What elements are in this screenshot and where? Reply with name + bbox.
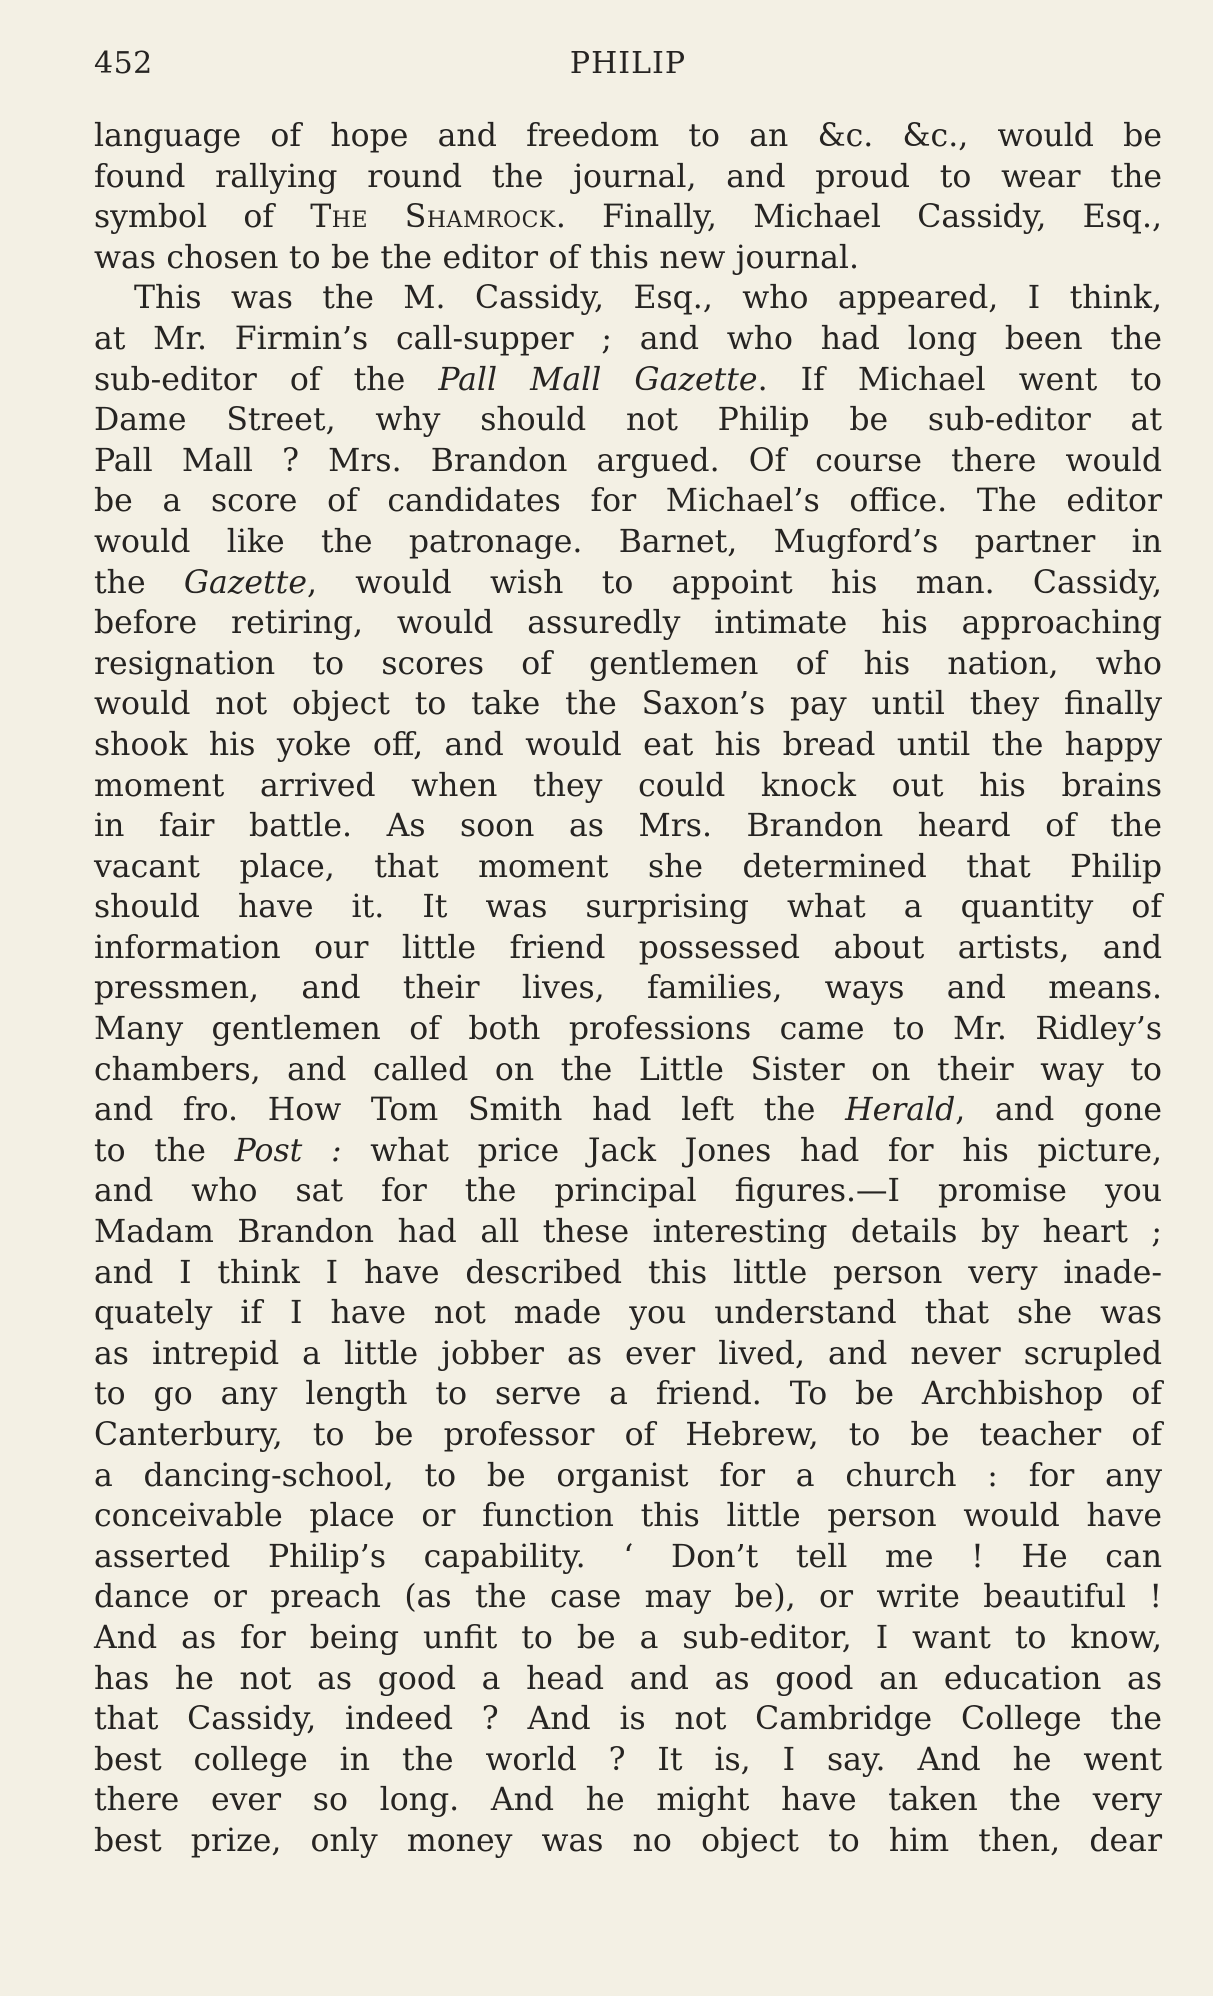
- italic-text: Herald: [845, 1092, 956, 1129]
- text-line: [94, 1456, 1162, 1497]
- text-segment: would like the patronage. Barnet, Mugford’s partner in: [94, 523, 1162, 560]
- text-segment: , and gone: [955, 1092, 1162, 1129]
- text-line: [94, 766, 1162, 807]
- text-line: [94, 360, 1162, 401]
- text-segment: dance or preach (as the case may be), or write beautiful !: [94, 1579, 1162, 1616]
- text-segment: resignation to scores of gentlemen of his nation, who: [94, 645, 1162, 682]
- text-line: [94, 1253, 1162, 1294]
- text-segment: . If Michael went to: [757, 361, 1162, 398]
- text-segment: , would wish to appoint his man. Cassidy,: [306, 564, 1162, 601]
- italic-text: Gazette: [183, 564, 307, 601]
- text-segment: And as for being unfit to be a sub-editor, I want to know,: [94, 1619, 1162, 1656]
- small-caps-text: The Shamrock: [310, 199, 556, 236]
- text-line: [94, 1821, 1162, 1862]
- text-segment: has he not as good a head and as good an education as: [94, 1660, 1162, 1697]
- text-line: [94, 1780, 1162, 1821]
- text-line: [94, 1212, 1162, 1253]
- text-line: [94, 684, 1162, 725]
- text-segment: to the: [94, 1132, 235, 1169]
- page-number: 452: [94, 46, 153, 81]
- text-line: [94, 1009, 1162, 1050]
- text-segment: in fair battle. As soon as Mrs. Brandon heard of the: [94, 808, 1162, 845]
- text-line: [94, 400, 1162, 441]
- italic-text: Pall Mall Gazette: [438, 361, 758, 398]
- text-line: [94, 1415, 1162, 1456]
- text-line: [94, 1293, 1162, 1334]
- text-line: [94, 1740, 1162, 1781]
- text-segment: would not object to take the Saxon’s pay until they finally: [94, 686, 1162, 723]
- text-segment: Pall Mall ? Mrs. Brandon argued. Of course there would: [94, 442, 1162, 479]
- text-segment: before retiring, would assuredly intimate his approaching: [94, 605, 1162, 642]
- text-line: [94, 157, 1162, 198]
- text-segment: Canterbury, to be professor of Hebrew, to be teacher of: [94, 1417, 1162, 1453]
- text-segment: best prize, only money was no object to him then, dear: [94, 1822, 1162, 1859]
- text-line: [94, 481, 1162, 522]
- text-line: [94, 563, 1162, 604]
- text-line: [94, 968, 1162, 1009]
- text-line: [94, 278, 1162, 319]
- text-segment: the: [94, 564, 184, 601]
- text-line: [94, 644, 1162, 685]
- running-title: PHILIP: [569, 46, 687, 81]
- text-line: [94, 319, 1162, 360]
- text-line: [94, 1577, 1162, 1618]
- text-segment: quately if I have not made you understand that she was: [94, 1295, 1162, 1332]
- text-line: [94, 847, 1162, 888]
- text-segment: and fro. How Tom Smith had left the: [94, 1092, 846, 1129]
- text-line: [94, 238, 1162, 279]
- text-line: [94, 1659, 1162, 1700]
- text-segment: to go any length to serve a friend. To be Archbishop of: [94, 1376, 1162, 1413]
- text-line: [94, 1699, 1162, 1740]
- text-segment: as intrepid a little jobber as ever lived, and never scrupled: [94, 1335, 1162, 1372]
- text-segment: should have it. It was surprising what a quantity of: [94, 889, 1162, 926]
- text-segment: . Finally, Michael Cassidy, Esq.,: [555, 199, 1162, 236]
- text-line: [94, 1618, 1162, 1659]
- text-segment: conceivable place or function this little person would have: [94, 1498, 1162, 1535]
- text-line: [94, 1090, 1162, 1131]
- text-segment: vacant place, that moment she determined that Philip: [94, 848, 1162, 885]
- text-line: [94, 887, 1162, 928]
- text-line: [94, 603, 1162, 644]
- text-line: [94, 522, 1162, 563]
- text-line: [94, 1496, 1162, 1537]
- text-segment: information our little friend possessed about artists, and: [94, 929, 1162, 966]
- text-line: [94, 1131, 1162, 1172]
- text-segment: Dame Street, why should not Philip be sub-editor at: [94, 402, 1162, 439]
- text-line: [94, 928, 1162, 969]
- text-segment: Many gentlemen of both professions came to Mr. Ridley’s: [94, 1011, 1162, 1048]
- running-head: [94, 44, 1162, 84]
- text-segment: there ever so long. And he might have taken the very: [94, 1782, 1162, 1819]
- text-segment: asserted Philip’s capability. ‘ Don’t tell me ! He can: [94, 1538, 1162, 1575]
- text-segment: This was the M. Cassidy, Esq., who appeared, I think,: [134, 280, 1162, 317]
- text-segment: at Mr. Firmin’s call-supper ; and who had long been the: [94, 320, 1162, 357]
- text-segment: and who sat for the principal figures.—I promise you: [94, 1173, 1162, 1210]
- text-segment: language of hope and freedom to an &c. &c., would be: [94, 118, 1162, 154]
- text-line: [94, 1374, 1162, 1415]
- text-line: [94, 441, 1162, 482]
- text-segment: what price Jack Jones had for his picture,: [341, 1132, 1162, 1169]
- text-segment: symbol of: [94, 199, 311, 236]
- text-segment: a dancing-school, to be organist for a church : for any: [94, 1457, 1162, 1494]
- body-text: [94, 116, 1162, 1862]
- text-line: [94, 1334, 1162, 1375]
- text-line: [94, 1537, 1162, 1578]
- text-segment: sub-editor of the: [94, 361, 439, 398]
- text-line: [94, 806, 1162, 847]
- text-segment: best college in the world ? It is, I say. And he went: [94, 1741, 1162, 1778]
- text-segment: that Cassidy, indeed ? And is not Cambridge College the: [94, 1701, 1162, 1738]
- text-segment: was chosen to be the editor of this new journal.: [94, 239, 860, 276]
- text-segment: pressmen, and their lives, families, ways and means.: [94, 970, 1162, 1007]
- text-segment: shook his yoke off, and would eat his bread until the happy: [94, 726, 1162, 763]
- text-segment: found rallying round the journal, and proud to wear the: [94, 158, 1162, 195]
- text-line: [94, 725, 1162, 766]
- text-line: [94, 1171, 1162, 1212]
- text-segment: moment arrived when they could knock out his brains: [94, 767, 1162, 804]
- text-segment: and I think I have described this little person very inade-: [94, 1254, 1162, 1291]
- text-line: [94, 1050, 1162, 1091]
- text-line: [94, 197, 1162, 238]
- text-segment: chambers, and called on the Little Sister on their way to: [94, 1051, 1162, 1088]
- text-segment: Madam Brandon had all these interesting details by heart ;: [94, 1214, 1162, 1251]
- text-line: [94, 116, 1162, 157]
- italic-text: Post :: [234, 1132, 342, 1169]
- text-segment: be a score of candidates for Michael’s office. The editor: [94, 483, 1162, 520]
